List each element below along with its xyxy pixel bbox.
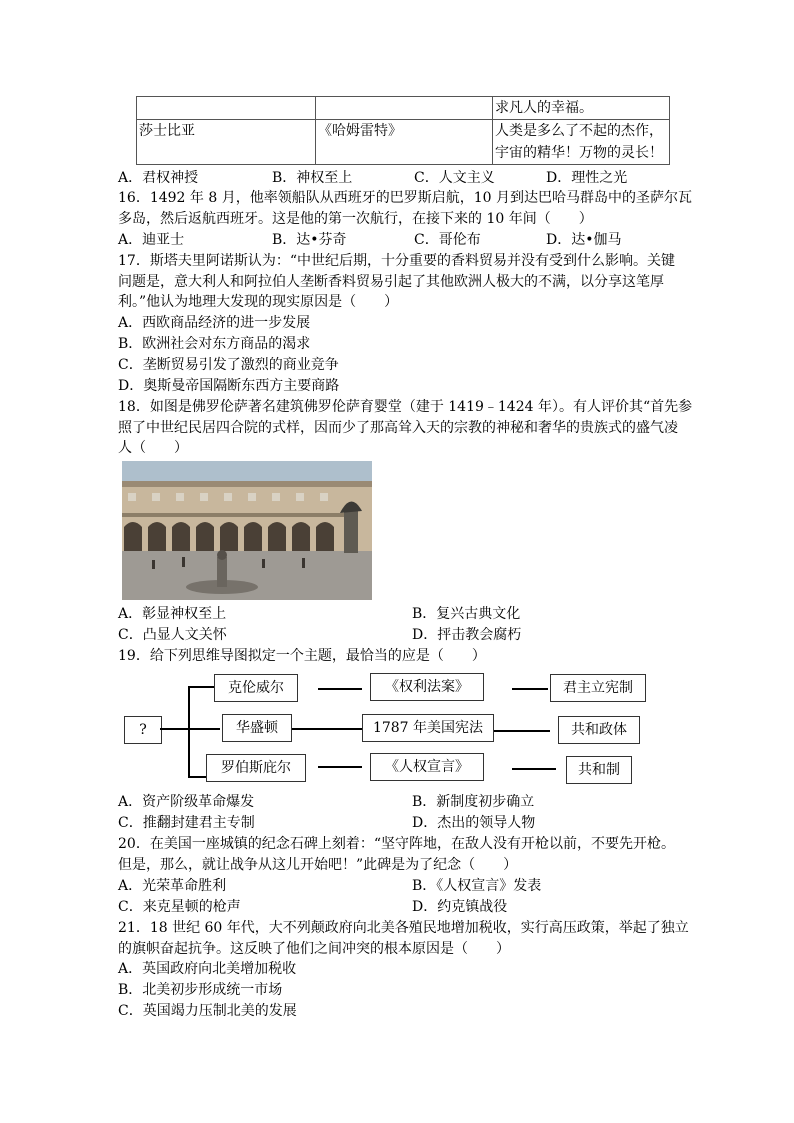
table-cell (493, 120, 670, 165)
question-text: 问题是，意大利人和阿拉伯人垄断香料贸易引起了其他欧洲人极大的不满，以分享这笔厚 (118, 274, 664, 290)
option-d[interactable]: D．抨击教会腐朽 (412, 627, 522, 643)
mindmap-root: ? (124, 716, 162, 744)
connector-line (292, 728, 362, 730)
author-works-table (136, 96, 670, 165)
option-d[interactable]: D．达•伽马 (546, 232, 622, 248)
option-c[interactable]: C．垄断贸易引发了激烈的商业竞争 (118, 357, 339, 373)
mindmap-node: 君主立宪制 (550, 674, 646, 702)
option-a[interactable]: A．资产阶级革命爆发 (118, 794, 255, 810)
table-row (137, 97, 670, 120)
option-d[interactable]: D．约克镇战役 (412, 899, 508, 915)
option-b[interactable]: B．欧洲社会对东方商品的渴求 (118, 336, 311, 352)
option-c[interactable]: C．英国竭力压制北美的发展 (118, 1003, 297, 1019)
mindmap-node: 共和制 (566, 756, 632, 784)
bracket-line (188, 686, 190, 778)
option-c[interactable]: C．人文主义 (414, 170, 495, 186)
mindmap-node: 华盛顿 (222, 714, 292, 742)
question-text: 利。”他认为地理大发现的现实原因是（ ） (118, 294, 399, 310)
question-text: 多岛，然后返航西班牙。这是他的第一次航行，在接下来的 10 年间（ ） (118, 211, 593, 227)
option-c[interactable]: C．哥伦布 (414, 232, 481, 248)
mindmap-node: 《权利法案》 (370, 673, 484, 701)
mindmap-node: 罗伯斯庇尔 (206, 754, 306, 782)
option-b[interactable]: B．新制度初步确立 (412, 794, 535, 810)
table-cell: 莎士比亚 (137, 120, 316, 165)
question-text: 16．1492 年 8 月，他率领船队从西班牙的巴罗斯启航，10 月到达巴哈马群岛中的圣萨尔瓦 (118, 190, 692, 206)
option-b[interactable]: B．复兴古典文化 (412, 606, 521, 622)
table-cell: 求凡人的幸福。 (493, 97, 670, 120)
building-illustration (122, 461, 372, 600)
connector-line (318, 688, 362, 690)
option-a[interactable]: A．西欧商品经济的进一步发展 (118, 315, 311, 331)
connector-line (494, 730, 550, 732)
quote-line: 人类是多么了不起的杰作， (495, 123, 663, 139)
option-d[interactable]: D．奥斯曼帝国隔断东西方主要商路 (118, 378, 340, 394)
option-b[interactable]: B．达•芬奇 (272, 232, 347, 248)
mindmap-node: 1787 年美国宪法 (362, 714, 494, 742)
table-cell (137, 97, 316, 120)
question-text: 19．给下列思维导图拟定一个主题，最恰当的应是（ ） (118, 648, 486, 664)
option-c[interactable]: C．推翻封建君主专制 (118, 815, 255, 831)
connector-line (512, 688, 548, 690)
question-text: 21．18 世纪 60 年代，大不列颠政府向北美各殖民地增加税收，实行高压政策，举起了独立 (118, 920, 689, 936)
connector-line (512, 768, 556, 770)
mindmap-node: 克伦威尔 (214, 674, 298, 702)
option-c[interactable]: C．来克星顿的枪声 (118, 899, 241, 915)
connector-line (188, 776, 206, 778)
question-text: 但是，那么，就让战争从这儿开始吧！”此碑是为了纪念（ ） (118, 857, 518, 873)
connector-line (318, 766, 362, 768)
option-d[interactable]: D．杰出的领导人物 (412, 815, 536, 831)
option-a[interactable]: A．君权神授 (118, 170, 199, 186)
question-text: 17．斯塔夫里阿诺斯认为：“中世纪后期，十分重要的香料贸易并没有受到什么影响。关键 (118, 253, 675, 269)
question-text: 18．如图是佛罗伦萨著名建筑佛罗伦萨育婴堂（建于 1419﹣1424 年）。有人评价其“首先参 (118, 399, 693, 415)
connector-line (160, 728, 188, 730)
option-a[interactable]: A．英国政府向北美增加税收 (118, 961, 297, 977)
question-text: 的旗帜奋起抗争。这反映了他们之间冲突的根本原因是（ ） (118, 941, 510, 957)
table-row (137, 120, 670, 165)
table-cell: 《哈姆雷特》 (316, 120, 493, 165)
option-a[interactable]: A．彰显神权至上 (118, 606, 227, 622)
florence-hospital-photo (122, 461, 372, 600)
table-cell (316, 97, 493, 120)
question-text: 照了中世纪民居四合院的式样，因而少了那高耸入天的宗教的神秘和奢华的贵族式的盛气凌 (118, 420, 678, 436)
option-c[interactable]: C．凸显人文关怀 (118, 627, 227, 643)
question-text: 20．在美国一座城镇的纪念石碑上刻着：“坚守阵地，在敌人没有开枪以前，不要先开枪。 (118, 836, 675, 852)
connector-line (188, 728, 220, 730)
quote-line: 宇宙的精华！万物的灵长！ (495, 145, 663, 161)
option-a[interactable]: A．光荣革命胜利 (118, 878, 227, 894)
option-a[interactable]: A．迪亚士 (118, 232, 185, 248)
option-b[interactable]: B．《人权宣言》发表 (412, 878, 542, 894)
option-d[interactable]: D．理性之光 (546, 170, 628, 186)
option-b[interactable]: B．神权至上 (272, 170, 353, 186)
option-b[interactable]: B．北美初步形成统一市场 (118, 982, 283, 998)
connector-line (188, 686, 214, 688)
mindmap-node: 共和政体 (558, 716, 640, 744)
mindmap-node: 《人权宣言》 (370, 753, 484, 781)
question-text: 人（ ） (118, 440, 188, 456)
